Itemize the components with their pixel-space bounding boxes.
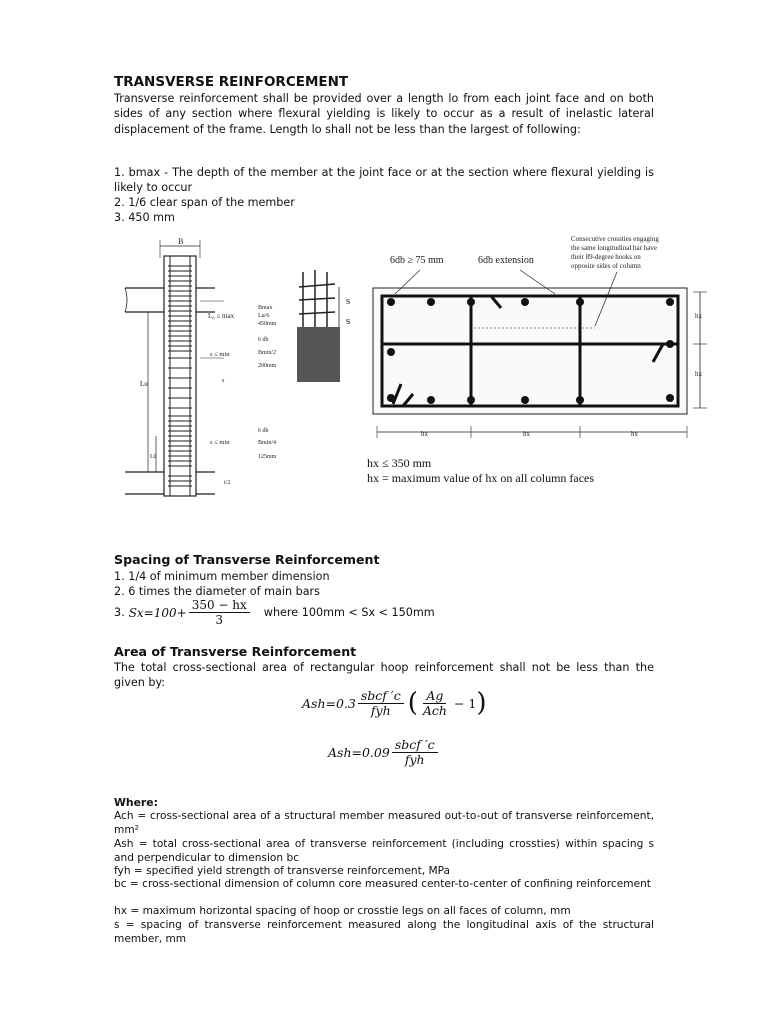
s-opt2-1: 6 db: [258, 428, 269, 434]
label-lu: Lu: [140, 380, 148, 388]
note-line-3: their 89-degree hooks on: [571, 253, 641, 261]
area-paragraph: The total cross-sectional area of rectangular hoop reinforcement shall not be less than the given by:: [114, 661, 654, 690]
lo-option-2: Lu/6: [258, 313, 270, 319]
label-b: B: [178, 237, 184, 246]
svg-text:hx: hx: [631, 430, 638, 438]
ash-equation-1: [302, 688, 487, 718]
def-bc: bc = cross-sectional dimension of column core measured center-to-center of confining reinforcement: [114, 878, 651, 890]
eq1-inner-num: Ag: [423, 689, 446, 704]
eq1-inner-fraction: [420, 689, 450, 718]
eq1-fraction: [358, 689, 404, 718]
spacing-item-2: 2. 6 times the diameter of main bars: [114, 585, 320, 598]
def-hx: hx = maximum horizontal spacing of hoop or crosstie legs on all faces of column, mm: [114, 905, 571, 917]
eq2-num: sbcf ′c: [392, 738, 438, 753]
note-line-1: Consecutive crossties engaging: [571, 235, 659, 243]
note-line-4: opposite sides of column: [571, 262, 641, 270]
label-t: t/2: [224, 480, 231, 486]
spacing-item-3-prefix: 3.: [114, 606, 125, 619]
eq2-lhs: Ash=0.09: [328, 745, 390, 760]
label-s-left: s: [222, 378, 225, 384]
s-opt2-3: 125mm: [258, 454, 277, 460]
ash-equation-2: [328, 738, 440, 767]
label-s-right: s: [346, 295, 351, 307]
note-line-2: the same longitudinal bar have: [571, 244, 657, 252]
eq1-den: fyh: [370, 702, 391, 718]
label-lo-max: L₀ ≤ max: [208, 312, 235, 320]
eq1-open-paren: (: [407, 688, 418, 718]
hx-limit-eq: hx ≤ 350 mm: [367, 456, 432, 470]
def-s: s = spacing of transverse reinforcement measured along the longitudinal axis of the structural member, mm: [114, 919, 654, 945]
label-hx-right-1: hx: [695, 312, 702, 320]
def-ash: Ash = total cross-sectional area of transverse reinforcement (including crossties) within spacing s and perpendicular to dimension bc: [114, 838, 654, 864]
s-opt2-2: Bmin/4: [258, 440, 277, 446]
def-ach: Ach = cross-sectional area of a structural member measured out-to-out of transverse reinforcement, mm²: [114, 810, 654, 836]
eq1-lhs: Ash=0.3: [302, 695, 356, 711]
area-heading: Area of Transverse Reinforcement: [114, 644, 357, 659]
intro-paragraph: Transverse reinforcement shall be provided over a length lo from each joint face and on both sides of any section where flexural yielding is likely to occur as a result of inelastic lateral displacement of the frame. Length lo shall not be less than the largest of following:: [114, 92, 654, 136]
column-elevation-figure: [120, 236, 290, 506]
list-item-2: 2. 1/6 clear span of the member: [114, 196, 295, 209]
section-heading: TRANSVERSE REINFORCEMENT: [114, 74, 349, 90]
sx-formula-lhs: Sx=100+: [128, 605, 187, 620]
lo-option-3: 450mm: [258, 321, 277, 327]
spacing-item-1: 1. 1/4 of minimum member dimension: [114, 570, 330, 583]
eq1-minus: − 1: [453, 695, 477, 711]
list-item-1: 1. bmax - The depth of the member at the joint face or at the section where flexural yielding is likely to occur: [114, 166, 654, 195]
eq2-den: fyh: [404, 752, 425, 767]
s-min-1: s ≤ min: [210, 351, 230, 358]
spacing-item-3: [114, 598, 435, 627]
svg-text:hx: hx: [421, 430, 428, 438]
eq2-fraction: [392, 738, 438, 767]
def-fyh: fyh = specified yield strength of transverse reinforcement, MPa: [114, 865, 451, 877]
where-label: Where:: [114, 796, 158, 809]
list-item-3: 3. 450 mm: [114, 211, 175, 224]
sx-formula-where: where 100mm < Sx < 150mm: [263, 606, 435, 619]
svg-text:s: s: [346, 315, 351, 327]
label-l0: L0: [150, 454, 157, 460]
sx-formula-den: 3: [215, 613, 224, 627]
svg-text:hx: hx: [695, 370, 702, 378]
s-opt1-2: Bmin/2: [258, 350, 277, 356]
sx-formula-fraction: [189, 598, 250, 627]
svg-text:hx: hx: [523, 430, 530, 438]
sx-formula-num: 350 − hx: [189, 598, 250, 613]
label-6db: 6db ≥ 75 mm: [390, 255, 444, 266]
eq1-num: sbcf ′c: [358, 689, 404, 704]
spacing-heading: Spacing of Transverse Reinforcement: [114, 552, 380, 567]
label-ext: 6db extension: [478, 255, 534, 266]
eq1-close-paren: ): [476, 688, 487, 718]
s-opt1-3: 200mm: [258, 363, 277, 369]
eq1-inner-den: Ach: [422, 702, 447, 718]
s-opt1-1: 6 db: [258, 337, 269, 343]
hx-definition-eq: hx = maximum value of hx on all column faces: [367, 471, 595, 485]
column-section-figure: [295, 232, 713, 487]
s-min-2: s ≤ min: [210, 439, 230, 446]
lo-option-1: Bmax: [258, 305, 273, 311]
